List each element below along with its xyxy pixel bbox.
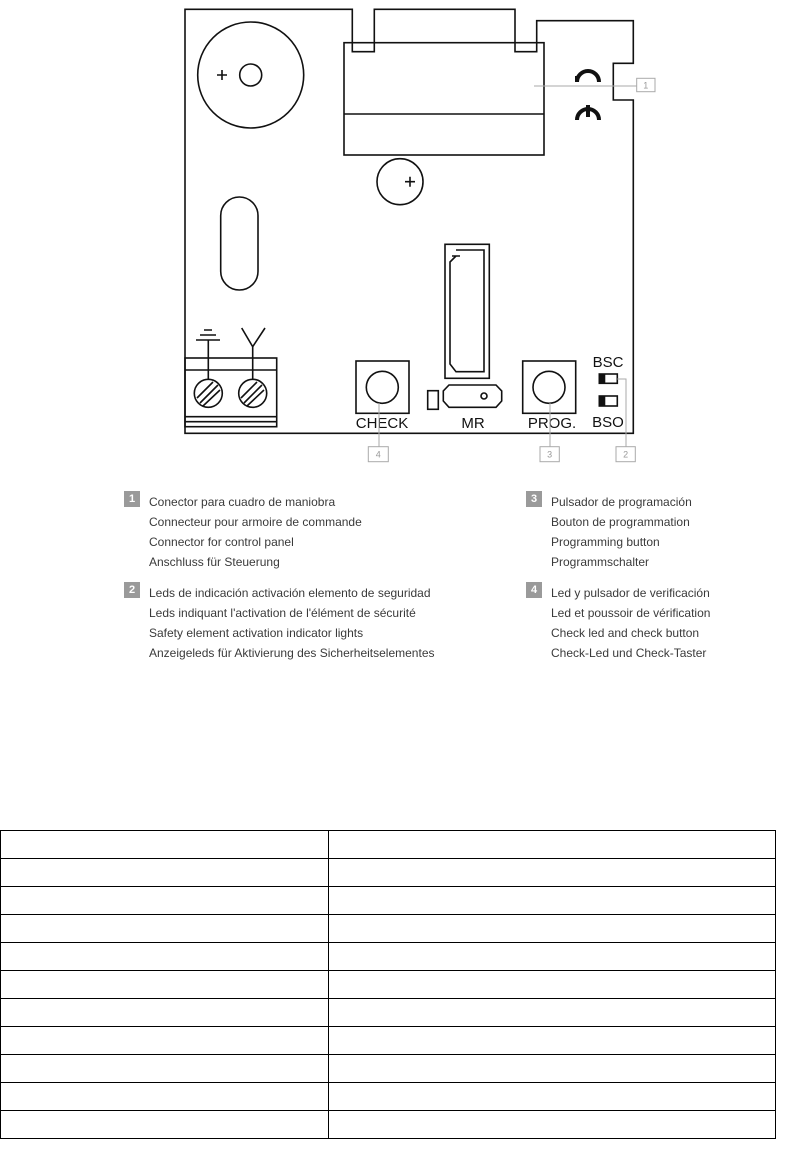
terminal-block	[185, 358, 277, 427]
legend-badge: 1	[124, 491, 140, 507]
legend-line: Conector para cuadro de maniobra	[149, 495, 336, 509]
legend-line: Leds de indicación activación elemento de seguridad	[149, 586, 431, 600]
bsc-label: BSC	[592, 354, 624, 371]
legend-line: Connector for control panel	[149, 535, 294, 549]
table-cell	[1, 887, 329, 915]
check-button	[356, 361, 409, 413]
table-cell	[1, 1111, 329, 1139]
callout-1: 1	[643, 80, 649, 91]
check-label: CHECK	[355, 415, 409, 432]
table-cell	[1, 1055, 329, 1083]
table-cell	[1, 971, 329, 999]
legend-item-1	[124, 492, 435, 572]
crystal-oval	[221, 197, 258, 290]
legend-line: Connecteur pour armoire de commande	[149, 515, 362, 529]
table-cell	[1, 859, 329, 887]
table-row	[1, 971, 776, 999]
table-cell	[1, 915, 329, 943]
empty-table	[0, 830, 776, 1139]
table-cell	[1, 1027, 329, 1055]
receiver-module-connector	[445, 244, 489, 378]
table-cell	[1, 943, 329, 971]
table-cell	[329, 831, 776, 859]
table-row	[1, 999, 776, 1027]
callout-4: 4	[375, 449, 381, 460]
table-row	[1, 887, 776, 915]
table-row	[1, 831, 776, 859]
legend-badge: 3	[526, 491, 542, 507]
table-cell	[329, 1027, 776, 1055]
table-row	[1, 1055, 776, 1083]
circuit-board-diagram	[0, 0, 800, 470]
legend-line: Bouton de programmation	[551, 515, 690, 529]
table-row	[1, 859, 776, 887]
legend-item-3	[526, 492, 710, 572]
legend-right	[526, 492, 710, 674]
table-cell	[329, 999, 776, 1027]
legend-line: Check-Led und Check-Taster	[551, 646, 707, 660]
legend-badge: 4	[526, 582, 542, 598]
legend-line: Led y pulsador de verificación	[551, 586, 710, 600]
table-cell	[1, 831, 329, 859]
legend-line: Anzeigeleds für Aktivierung des Sicherheitselementes	[149, 646, 435, 660]
bsc-led	[599, 374, 617, 383]
legend-badge: 2	[124, 582, 140, 598]
bso-led	[599, 396, 617, 406]
table-cell	[329, 971, 776, 999]
table-cell	[329, 943, 776, 971]
table-cell	[329, 859, 776, 887]
table-cell	[329, 915, 776, 943]
table-cell	[329, 1111, 776, 1139]
legend-line: Check led and check button	[551, 626, 700, 640]
connector-symbols	[577, 71, 599, 120]
table-cell	[329, 887, 776, 915]
legend-line: Leds indiquant l'activation de l'élément de sécurité	[149, 606, 416, 620]
capacitor	[377, 159, 423, 205]
callout-2: 2	[623, 449, 629, 460]
prog-label: PROG.	[527, 415, 577, 432]
legend-line: Programmschalter	[551, 555, 650, 569]
screw-ground	[194, 379, 222, 407]
callout-3: 3	[547, 449, 553, 460]
table-row	[1, 943, 776, 971]
mr-label: MR	[461, 415, 485, 432]
legend-item-4	[526, 583, 710, 663]
table-cell	[1, 999, 329, 1027]
legend-left	[124, 492, 435, 674]
legend-line: Led et poussoir de vérification	[551, 606, 711, 620]
control-panel-connector	[344, 43, 544, 155]
prog-button	[523, 361, 576, 413]
antenna-icon	[242, 328, 265, 380]
legend-line: Safety element activation indicator lights	[149, 626, 364, 640]
table-row	[1, 915, 776, 943]
buzzer	[198, 22, 304, 128]
legend-line: Anschluss für Steuerung	[149, 555, 280, 569]
ground-icon	[196, 330, 220, 380]
legend-item-2	[124, 583, 435, 663]
table-cell	[329, 1055, 776, 1083]
callout-line-2	[617, 379, 626, 447]
table-row	[1, 1083, 776, 1111]
table-row	[1, 1111, 776, 1139]
legend-line: Pulsador de programación	[551, 495, 692, 509]
legend-line: Programming button	[551, 535, 660, 549]
table-row	[1, 1027, 776, 1055]
table-cell	[329, 1083, 776, 1111]
bso-label: BSO	[592, 414, 624, 431]
table-cell	[1, 1083, 329, 1111]
mr-jumper	[428, 385, 502, 409]
